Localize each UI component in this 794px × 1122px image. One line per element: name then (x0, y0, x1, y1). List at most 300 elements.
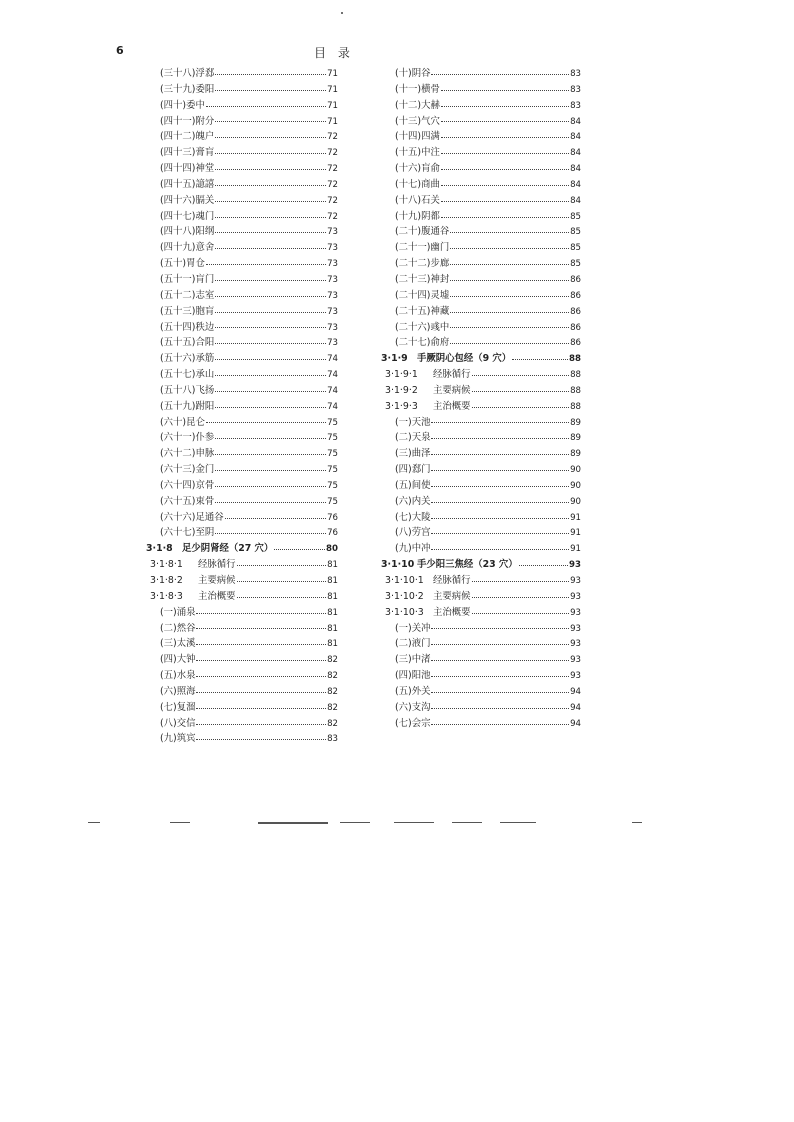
toc-acupoint-entry (381, 145, 581, 161)
scan-artifact-line (394, 822, 434, 823)
toc-entry-title: (七)复溜 (160, 701, 196, 713)
toc-entry-title: (五十三)胞肓 (160, 305, 215, 317)
toc-entry-title: (二)然谷 (160, 622, 196, 634)
toc-entry-title: (五)水泉 (160, 670, 196, 682)
toc-entry-number: 3·1·10 (381, 559, 415, 571)
dot-leader (215, 216, 326, 218)
toc-entry-number: 3·1·9·3 (385, 400, 418, 412)
toc-acupoint-entry (146, 700, 338, 716)
dot-leader (196, 612, 326, 614)
toc-entry-title: (六)内关 (395, 495, 431, 507)
toc-page-number: 82 (327, 718, 338, 729)
toc-page-number: 81 (327, 591, 338, 602)
toc-section-entry (381, 605, 581, 621)
toc-chapter-entry (381, 557, 581, 573)
dot-leader (215, 453, 326, 455)
toc-entry-title: (六十三)金门 (160, 464, 215, 476)
toc-acupoint-entry (146, 209, 338, 225)
toc-acupoint-entry (146, 304, 338, 320)
toc-acupoint-entry (146, 288, 338, 304)
dot-leader (441, 136, 569, 138)
toc-page-number: 91 (570, 544, 581, 555)
toc-entry-title: (六十一)仆参 (160, 432, 215, 444)
toc-entry-number: 3·1·10·2 (385, 590, 424, 602)
toc-section-entry (146, 589, 338, 605)
dot-leader (215, 168, 326, 170)
toc-page-number: 74 (327, 401, 338, 412)
toc-entry-title: (三十九)委阳 (160, 83, 215, 95)
toc-page-number: 71 (327, 116, 338, 127)
toc-page-number: 93 (570, 607, 581, 618)
toc-page-number: 84 (570, 116, 581, 127)
toc-page-number: 91 (570, 512, 581, 523)
toc-entry-title: 经脉循行 (433, 369, 471, 381)
dot-leader (215, 342, 326, 344)
toc-entry-title: (八)交信 (160, 717, 196, 729)
dot-leader (206, 421, 326, 423)
dot-leader (237, 564, 327, 566)
toc-entry-title: (四十七)魂门 (160, 210, 215, 222)
dot-leader (450, 263, 569, 265)
toc-page-number: 73 (327, 274, 338, 285)
toc-entry-title: (十四)四满 (395, 131, 440, 143)
toc-entry-title: (四十一)附分 (160, 115, 215, 127)
toc-page-number: 88 (570, 370, 581, 381)
toc-acupoint-entry (381, 193, 581, 209)
toc-page-number: 85 (570, 227, 581, 238)
page-number: 6 (116, 44, 124, 57)
toc-entry-title: (六十四)京骨 (160, 479, 215, 491)
toc-entry-title: (十三)气穴 (395, 115, 440, 127)
toc-entry-number: 3·1·8·2 (150, 575, 183, 586)
toc-entry-title: (九)中冲 (395, 543, 431, 555)
dot-leader (215, 184, 326, 186)
toc-acupoint-entry (146, 636, 338, 652)
toc-entry-title: 主要病候 (433, 590, 471, 602)
toc-acupoint-entry (381, 272, 581, 288)
toc-acupoint-entry (146, 256, 338, 272)
toc-page-number: 93 (570, 655, 581, 666)
toc-acupoint-entry (146, 684, 338, 700)
toc-entry-title: (五十一)肓门 (160, 273, 215, 285)
dot-leader (441, 216, 569, 218)
toc-entry-title: (五十七)承山 (160, 369, 215, 381)
toc-page-number: 72 (327, 179, 338, 190)
toc-page-number: 81 (327, 623, 338, 634)
toc-section-entry (146, 573, 338, 589)
toc-acupoint-entry (381, 114, 581, 130)
toc-entry-number: 3·1·10·3 (385, 606, 424, 618)
toc-entry-title: (二十六)彧中 (395, 321, 450, 333)
dot-leader (431, 659, 569, 661)
toc-acupoint-entry (381, 716, 581, 732)
dot-leader (215, 200, 326, 202)
toc-page-number: 72 (327, 148, 338, 159)
toc-acupoint-entry (146, 383, 338, 399)
toc-acupoint-entry (146, 82, 338, 98)
toc-page-number: 84 (570, 179, 581, 190)
dot-leader (441, 184, 569, 186)
toc-acupoint-entry (146, 494, 338, 510)
toc-page-number: 84 (570, 148, 581, 159)
toc-entry-title: 主治概要 (433, 400, 471, 412)
toc-acupoint-entry (146, 145, 338, 161)
toc-entry-title: (一)天池 (395, 416, 431, 428)
toc-entry-title: (二十四)灵墟 (395, 289, 450, 301)
toc-entry-title: 主治概要 (198, 590, 236, 602)
toc-acupoint-entry (381, 415, 581, 431)
toc-entry-title: (四)阳池 (395, 670, 431, 682)
toc-page-number: 89 (570, 433, 581, 444)
dot-leader (431, 707, 569, 709)
dot-leader (215, 279, 326, 281)
toc-entry-title: (一)关冲 (395, 622, 431, 634)
toc-entry-title: (二十三)神封 (395, 273, 450, 285)
toc-entry-title: (十五)中注 (395, 147, 440, 159)
scan-artifact-line (632, 822, 642, 823)
toc-entry-number: 3·1·9·1 (385, 369, 418, 381)
dot-leader (215, 469, 326, 471)
dot-leader (196, 675, 326, 677)
toc-entry-number: 3·1·8·1 (150, 559, 183, 571)
dot-leader (441, 200, 569, 202)
toc-section-entry (381, 399, 581, 415)
toc-page-number: 89 (570, 449, 581, 460)
toc-page-number: 90 (570, 465, 581, 476)
toc-page-number: 82 (327, 686, 338, 697)
toc-acupoint-entry (381, 478, 581, 494)
toc-acupoint-entry (146, 430, 338, 446)
toc-entry-title: (三)太溪 (160, 638, 196, 650)
toc-acupoint-entry (146, 668, 338, 684)
toc-acupoint-entry (146, 335, 338, 351)
toc-acupoint-entry (146, 320, 338, 336)
toc-page-number: 84 (570, 164, 581, 175)
dot-leader (450, 326, 569, 328)
toc-page-number: 88 (570, 401, 581, 412)
toc-page-number: 86 (570, 306, 581, 317)
toc-acupoint-entry (381, 652, 581, 668)
toc-page-number: 81 (327, 576, 338, 586)
toc-acupoint-entry (146, 177, 338, 193)
toc-acupoint-entry (146, 367, 338, 383)
toc-entry-title: (五)外关 (395, 685, 431, 697)
toc-page-number: 88 (570, 385, 581, 396)
toc-page-number: 93 (570, 639, 581, 650)
toc-entry-title: (四)郄门 (395, 464, 431, 476)
page-header: 目 录 (314, 46, 354, 60)
dot-leader (196, 627, 326, 629)
dot-leader (441, 168, 569, 170)
toc-page-number: 85 (570, 243, 581, 254)
toc-entry-title: (十八)石关 (395, 194, 440, 206)
toc-entry-title: (二十五)神藏 (395, 305, 450, 317)
toc-page-number: 84 (570, 195, 581, 206)
dot-leader (450, 295, 569, 297)
dot-leader (431, 691, 569, 693)
dot-leader (431, 421, 569, 423)
toc-acupoint-entry (146, 240, 338, 256)
dot-leader (431, 501, 569, 503)
dot-leader (450, 231, 569, 233)
toc-page-number: 71 (327, 84, 338, 95)
dot-leader (215, 501, 326, 503)
dot-leader (441, 152, 569, 154)
toc-page-number: 81 (327, 607, 338, 618)
toc-entry-title: (八)劳宫 (395, 527, 431, 539)
dot-leader (472, 612, 570, 614)
dot-leader (472, 406, 570, 408)
toc-acupoint-entry (381, 129, 581, 145)
toc-section-entry (381, 573, 581, 589)
dot-leader (431, 73, 569, 75)
toc-entry-title: 足少阴肾经（27 穴） (182, 543, 274, 555)
toc-acupoint-entry (381, 240, 581, 256)
toc-page-number: 81 (327, 639, 338, 650)
toc-acupoint-entry (381, 621, 581, 637)
toc-page-number: 82 (327, 702, 338, 713)
toc-entry-title: (七)会宗 (395, 717, 431, 729)
toc-page-number: 86 (570, 290, 581, 301)
toc-acupoint-entry (381, 700, 581, 716)
toc-entry-title: (二)液门 (395, 638, 431, 650)
dot-leader (472, 596, 570, 598)
toc-entry-title: (一)涌泉 (160, 606, 196, 618)
scan-artifact-line (340, 822, 370, 823)
toc-entry-title: (十七)商曲 (395, 178, 440, 190)
toc-entry-title: (五十八)飞扬 (160, 384, 215, 396)
toc-page-number: 76 (327, 528, 338, 539)
dot-leader (215, 326, 326, 328)
scan-artifact-line (452, 822, 482, 823)
toc-page-number: 75 (327, 417, 338, 428)
dot-leader (472, 580, 570, 582)
toc-section-entry (146, 557, 338, 573)
toc-entry-title: (五十五)合阳 (160, 337, 215, 349)
dot-leader (196, 738, 326, 740)
toc-entry-title: (九)筑宾 (160, 733, 196, 745)
toc-entry-number: 3·1·9 (381, 353, 408, 365)
dot-leader (215, 390, 326, 392)
dot-leader (215, 358, 326, 360)
dot-leader (215, 437, 326, 439)
toc-acupoint-entry (381, 525, 581, 541)
toc-page-number: 86 (570, 322, 581, 333)
toc-page-number: 86 (570, 274, 581, 285)
toc-acupoint-entry (381, 462, 581, 478)
toc-entry-title: (十二)大赫 (395, 99, 440, 111)
dot-leader (215, 152, 326, 154)
toc-acupoint-entry (146, 525, 338, 541)
toc-section-entry (381, 589, 581, 605)
dot-leader (206, 105, 326, 107)
toc-page-number: 93 (570, 671, 581, 682)
toc-page-number: 93 (570, 623, 581, 634)
toc-acupoint-entry (381, 304, 581, 320)
toc-page-number: 74 (327, 385, 338, 396)
toc-page-number: 75 (327, 449, 338, 460)
toc-entry-title: (四十八)阳纲 (160, 226, 215, 238)
toc-page-number: 75 (327, 480, 338, 491)
toc-page-number: 82 (327, 671, 338, 682)
toc-acupoint-entry (381, 430, 581, 446)
toc-entry-title: (五十六)承筋 (160, 353, 215, 365)
toc-entry-title: (二十七)俞府 (395, 337, 450, 349)
toc-page-number: 82 (327, 655, 338, 666)
toc-page-number: 83 (327, 734, 338, 745)
toc-entry-title: 主要病候 (433, 384, 471, 396)
dot-leader (206, 263, 326, 265)
toc-acupoint-entry (146, 621, 338, 637)
dot-leader (196, 707, 326, 709)
toc-entry-title: (四十五)譩譆 (160, 178, 215, 190)
toc-entry-title: (四十九)意舍 (160, 242, 215, 254)
toc-entry-title: (五十二)志室 (160, 289, 215, 301)
toc-page-number: 72 (327, 132, 338, 143)
toc-page-number: 83 (570, 84, 581, 95)
toc-acupoint-entry (381, 288, 581, 304)
toc-acupoint-entry (146, 510, 338, 526)
toc-section-entry (381, 383, 581, 399)
dot-leader (215, 406, 326, 408)
toc-page-number: 73 (327, 306, 338, 317)
toc-acupoint-entry (381, 335, 581, 351)
toc-chapter-entry (146, 541, 338, 557)
dot-leader (472, 390, 570, 392)
toc-page-number: 73 (327, 227, 338, 238)
toc-acupoint-entry (381, 320, 581, 336)
toc-entry-title: 经脉循行 (433, 575, 471, 586)
toc-entry-number: 3·1·8·3 (150, 590, 183, 602)
toc-entry-title: (四十)委中 (160, 99, 205, 111)
toc-entry-title: (六)支沟 (395, 701, 431, 713)
toc-page-number: 75 (327, 496, 338, 507)
scan-artifact-line (88, 822, 100, 823)
toc-page-number: 93 (570, 576, 581, 586)
toc-entry-title: (三)中渚 (395, 654, 431, 666)
toc-entry-title: (六)照海 (160, 685, 196, 697)
dot-leader (196, 691, 326, 693)
dot-leader (441, 105, 569, 107)
toc-entry-title: (四十二)魄户 (160, 131, 215, 143)
toc-entry-number: 3·1·8 (146, 543, 173, 555)
dot-leader (431, 453, 569, 455)
toc-chapter-entry (381, 351, 581, 367)
scan-artifact-line (258, 822, 328, 824)
toc-entry-title: (二十)腹通谷 (395, 226, 450, 238)
toc-entry-title: 主要病候 (198, 575, 236, 586)
toc-page-number: 73 (327, 290, 338, 301)
dot-leader (431, 723, 569, 725)
toc-entry-title: (六十六)足通谷 (160, 511, 224, 523)
toc-entry-title: (七)大陵 (395, 511, 431, 523)
scan-artifact-speck (341, 12, 343, 14)
toc-acupoint-entry (146, 478, 338, 494)
dot-leader (215, 311, 326, 313)
dot-leader (225, 517, 326, 519)
toc-acupoint-entry (146, 605, 338, 621)
toc-acupoint-entry (146, 399, 338, 415)
toc-page-number: 73 (327, 338, 338, 349)
toc-page-number: 73 (327, 259, 338, 270)
dot-leader (431, 437, 569, 439)
toc-acupoint-entry (381, 636, 581, 652)
dot-leader (215, 73, 326, 75)
toc-acupoint-entry (381, 161, 581, 177)
toc-entry-number: 3·1·9·2 (385, 384, 418, 396)
dot-leader (519, 564, 568, 566)
dot-leader (431, 675, 569, 677)
toc-acupoint-entry (146, 161, 338, 177)
dot-leader (512, 358, 568, 360)
dot-leader (215, 295, 326, 297)
dot-leader (450, 247, 569, 249)
dot-leader (215, 89, 326, 91)
toc-entry-title: (六十五)束骨 (160, 495, 215, 507)
dot-leader (215, 532, 326, 534)
dot-leader (431, 469, 569, 471)
toc-page-number: 94 (570, 718, 581, 729)
toc-page-number: 83 (570, 100, 581, 111)
toc-acupoint-entry (381, 684, 581, 700)
toc-page-number: 81 (327, 560, 338, 571)
toc-entry-title: (四十三)膏肓 (160, 147, 215, 159)
toc-acupoint-entry (146, 114, 338, 130)
dot-leader (441, 89, 569, 91)
dot-leader (431, 643, 569, 645)
toc-entry-title: (二十一)幽门 (395, 242, 450, 254)
toc-entry-title: 主治概要 (433, 606, 471, 618)
toc-entry-title: 手厥阴心包经（9 穴） (417, 353, 512, 365)
toc-page-number: 85 (570, 211, 581, 222)
toc-page-number: 93 (569, 560, 581, 571)
toc-page-number: 90 (570, 480, 581, 491)
toc-acupoint-entry (146, 462, 338, 478)
toc-acupoint-entry (381, 177, 581, 193)
dot-leader (450, 279, 569, 281)
toc-entry-title: 手少阳三焦经（23 穴） (417, 559, 518, 571)
toc-entry-title: (二十二)步廊 (395, 258, 450, 270)
toc-page-number: 80 (326, 544, 338, 555)
toc-page-number: 72 (327, 211, 338, 222)
toc-acupoint-entry (146, 193, 338, 209)
dot-leader (431, 517, 569, 519)
dot-leader (274, 548, 325, 550)
toc-acupoint-entry (381, 82, 581, 98)
toc-page-number: 76 (327, 512, 338, 523)
toc-page-number: 71 (327, 100, 338, 111)
toc-page-number: 72 (327, 195, 338, 206)
toc-entry-title: (三十八)浮郄 (160, 68, 215, 79)
toc-page-number: 88 (569, 354, 581, 365)
toc-acupoint-entry (381, 224, 581, 240)
toc-entry-title: (六十七)至阴 (160, 527, 215, 539)
toc-entry-title: (五十九)跗阳 (160, 400, 215, 412)
toc-acupoint-entry (146, 224, 338, 240)
toc-page-number: 73 (327, 322, 338, 333)
toc-acupoint-entry (146, 272, 338, 288)
toc-acupoint-entry (381, 541, 581, 557)
dot-leader (215, 485, 326, 487)
dot-leader (237, 580, 327, 582)
dot-leader (215, 231, 326, 233)
toc-page-number: 90 (570, 496, 581, 507)
dot-leader (431, 548, 569, 550)
toc-acupoint-entry (381, 98, 581, 114)
dot-leader (215, 247, 326, 249)
toc-page-number: 91 (570, 528, 581, 539)
toc-acupoint-entry (146, 716, 338, 732)
